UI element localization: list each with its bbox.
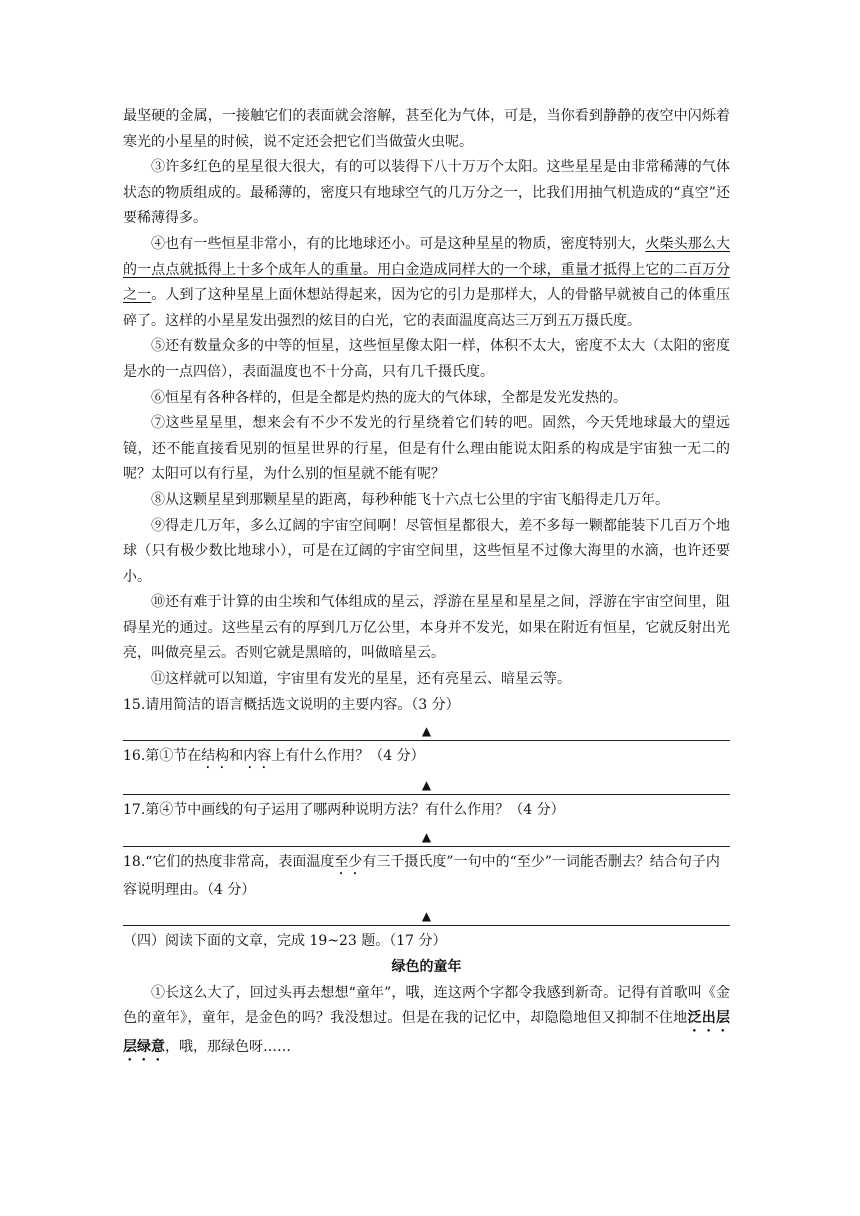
passage-paragraph-10: ⑩还有难于计算的由尘埃和气体组成的星云，浮游在星星和星星之间，浮游在宇宙空间里，阻碍星光的通过。这些星云有的厚到几万亿公里，本身并不发光，如果在附近有恒星，它就反射出光亮，叫做亮星云。否则它就是黑暗的，叫做暗星云。 (123, 594, 730, 662)
passage-paragraph-3: ③许多红色的星星很大很大，有的可以装得下八十万万个太阳。这些星星是由非常稀薄的气体状态的物质组成的。最稀薄的，密度只有地球空气的几万分之一，比我们用抽气机造成的“真空”还要稀薄得多。 (123, 159, 730, 227)
answer-triangle-icon: ▲ (421, 909, 432, 924)
exam-page (123, 104, 730, 1064)
passage-paragraph-8: ⑧从这颗星星到那颗星星的距离，每秒种能飞十六点七公里的宇宙飞船得走几万年。 (151, 491, 669, 508)
article-paragraph-1 (123, 981, 730, 1065)
answer-area-16[interactable] (123, 772, 730, 798)
answer-triangle-icon: ▲ (421, 778, 432, 793)
passage-paragraph-7: ⑦这些星星里，想来会有不少不发光的行星绕着它们转的吧。固然，今天凭地球最大的望远镜，还不能直接看见别的恒星世界的行星，但是有什么理由能说太阳系的构成是宇宙独一无二的呢？太阳可以有行星，为什么别的恒星就不能有呢？ (123, 415, 730, 483)
paragraph-4-text-b: 。人到了这种星星上面休想站得起来，因为它的引力是那样大，人的骨骼早就被自己的体重压碎了。这样的小星星发出强烈的炫目的白光，它的表面温度高达三万到五万摄氏度。 (123, 287, 731, 329)
question-15: 15.请用简洁的语言概括选文说明的主要内容。（3 分） (123, 696, 460, 713)
answer-triangle-icon: ▲ (421, 724, 432, 739)
paragraph-4-text-a: ④也有一些恒星非常小，有的比地球还小。可是这种星星的物质，密度特别大， (151, 235, 646, 252)
underlined-sentence: 火柴头那么大的一点点就抵得上十多个成年人的重量。用白金造成同样大的一个球，重量才抵得上它的二百万分之一 (123, 235, 730, 304)
question-16-text-b: 和 (229, 748, 244, 765)
question-18-text-b: 有三千摄氏度”一句中的“至少”一词能否删去？结合句子内容说明理由。（4 分） (123, 853, 720, 898)
answer-area-18[interactable] (123, 903, 730, 929)
answer-area-15[interactable] (123, 718, 730, 744)
passage-paragraph-4 (123, 232, 730, 334)
question-17: 17.第④节中画线的句子运用了哪两种说明方法？有什么作用？（4 分） (123, 802, 565, 819)
answer-line (123, 925, 730, 926)
emphasis-zhishao: 至少 (334, 853, 363, 870)
answer-line (123, 740, 730, 741)
passage-paragraph-6: ⑥恒星有各种各样的，但是全都是灼热的庞大的气体球，全都是发光发热的。 (151, 389, 627, 406)
answer-line (123, 794, 730, 795)
question-18-text-a: 18.“它们的热度非常高，表面温度 (123, 853, 335, 870)
article-p1-text-a: ①长这么大了，回过头再去想想“童年”，哦，连这两个字都令我感到新奇。记得有首歌叫《金色的童年》，童年，是金色的吗？我没想过。但是在我的记忆中，却隐隐地但又抑制不住地 (123, 984, 730, 1027)
article-p1-text-b: ，哦，那绿色呀…… (165, 1039, 291, 1056)
passage-paragraph-5: ⑤还有数量众多的中等的恒星，这些恒星像太阳一样，体积不太大，密度不太大（太阳的密度是水的一点四倍），表面温度也不十分高，只有几千摄氏度。 (123, 338, 730, 380)
question-16-text-a: 16.第①节在 (123, 748, 202, 765)
emphasis-content: 内容 (243, 748, 272, 765)
passage-paragraph-1: 最坚硬的金属，一接触它们的表面就会溶解，甚至化为气体，可是，当你看到静静的夜空中闪烁着寒光的小星星的时候，说不定还会把它们当做萤火虫呢。 (123, 108, 730, 150)
passage-paragraph-9: ⑨得走几万年，多么辽阔的宇宙空间啊！尽管恒星都很大，差不多每一颗都能装下几百万个地球（只有极少数比地球小），可是在辽阔的宇宙空间里，这些恒星不过像大海里的水滴，也许还要小。 (123, 517, 730, 585)
answer-triangle-icon: ▲ (421, 829, 432, 844)
question-16-text-c: 上有什么作用？（4 分） (271, 748, 425, 765)
passage-paragraph-11: ⑪这样就可以知道，宇宙里有发光的星星，还有亮星云、暗星云等。 (151, 671, 571, 688)
section-4-intro: （四）阅读下面的文章，完成 19~23 题。（17 分） (123, 933, 447, 950)
question-16 (123, 744, 730, 772)
emphasis-green-layers: 泛出层层绿意 (123, 1010, 731, 1056)
emphasis-structure: 结构 (201, 748, 230, 765)
question-18 (123, 850, 730, 904)
answer-area-17[interactable] (123, 824, 730, 850)
answer-line (123, 846, 730, 847)
article-title: 绿色的童年 (391, 959, 462, 976)
